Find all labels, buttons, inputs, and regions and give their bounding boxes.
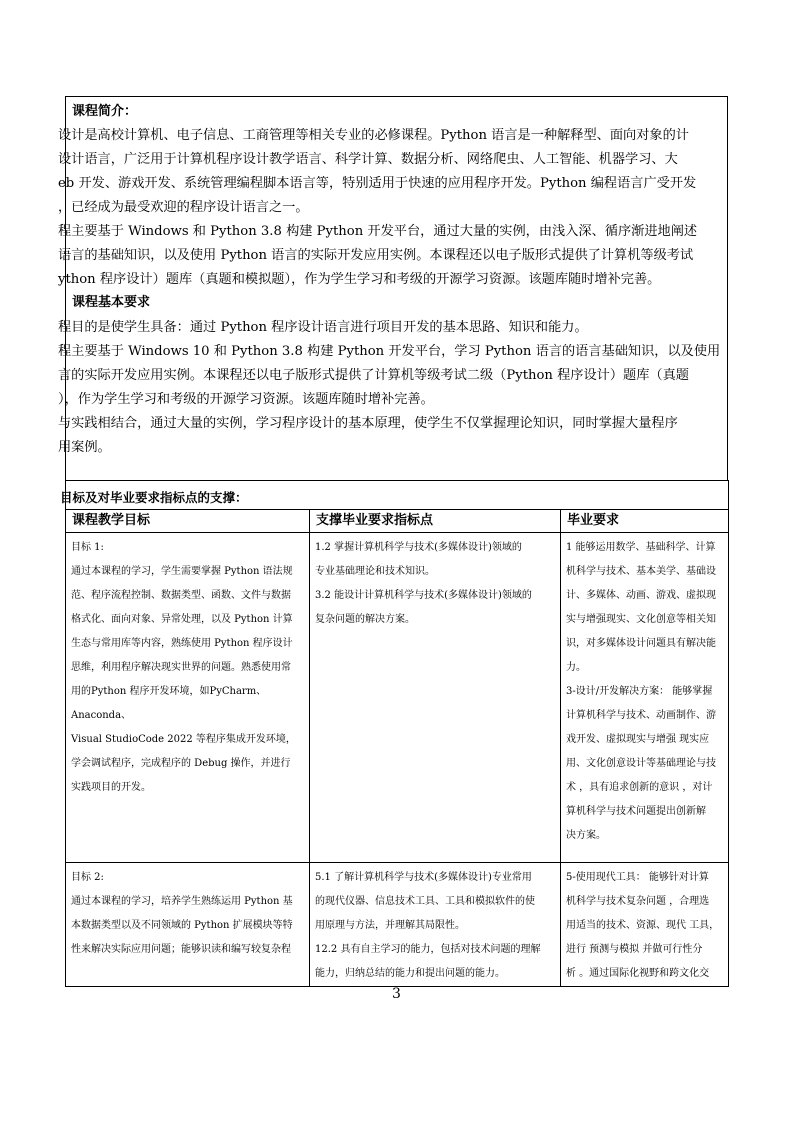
cell-line: 通过本课程的学习，学生需要掌握 Python 语法规: [71, 566, 293, 577]
requirements-line: 与实践相结合，通过大量的实例，学习程序设计的基本原理，使学生不仅掌握理论知识，同时掌握大量程序: [58, 416, 678, 431]
table-caption-row: [66, 481, 729, 510]
indicator-cell: [310, 533, 561, 863]
column-header: 毕业要求: [561, 510, 729, 533]
cell-line: 能力，归纳总结的能力和提出问题的能力。: [315, 968, 505, 979]
column-header: 支撑毕业要求指标点: [310, 510, 561, 533]
cell-line: 用、文化创意设计等基础理论与技: [566, 758, 716, 769]
cell-line: 通过本课程的学习，培养学生熟练运用 Python 基: [71, 896, 293, 907]
objectives-table: [60, 480, 729, 987]
intro-line: eb 开发、游戏开发、系统管理编程脚本语言等，特别适用于快速的应用程序开发。Python 编程语言广受开发: [58, 176, 697, 191]
requirements-heading: 课程基本要求: [72, 295, 151, 310]
cell-line: 进行 预测与模拟 并做可行性分: [566, 944, 703, 955]
cell-line: 算机科学与技术问题提出创新解: [566, 806, 706, 817]
cell-line: 1.2 掌握计算机科学与技术(多媒体设计)领域的: [315, 542, 522, 553]
cell-line: 12.2 具有自主学习的能力，包括对技术问题的理解: [315, 944, 541, 955]
cell-line: 本数据类型以及不同领域的 Python 扩展模块等特: [71, 920, 293, 931]
intro-heading: 课程简介：: [72, 104, 138, 119]
cell-line: 识，对多媒体设计问题具有解决能: [566, 638, 716, 649]
cell-line: 机科学与技术、基本美学、基础设: [566, 566, 716, 577]
cell-line: 决方案。: [566, 830, 606, 841]
objective-cell: [66, 863, 310, 987]
intro-line: ，已经成为最受欢迎的程序设计语言之一。: [58, 200, 309, 215]
table-row: [66, 863, 729, 987]
indicator-cell: [310, 863, 561, 987]
objective-cell: [66, 533, 310, 863]
cell-line: 复杂问题的解决方案。: [315, 614, 415, 625]
cell-line: 3.2 能设计计算机科学与技术(多媒体设计)领域的: [315, 590, 532, 601]
intro-line: 设计语言，广泛用于计算机程序设计教学语言、科学计算、数据分析、网络爬虫、人工智能、机器学习、大: [58, 152, 678, 167]
page-number: 3: [392, 986, 401, 1002]
cell-line: 的现代仪器、信息技术工具、工具和模拟软件的使: [315, 896, 535, 907]
cell-line: 专业基础理论和技术知识。: [315, 566, 435, 577]
cell-line: 3-设计/开发解决方案： 能够掌握: [566, 686, 713, 697]
cell-line: 用适当的技术、资源、现代 工具，: [566, 920, 720, 931]
cell-line: 思维，利用程序解决现实世界的问题。熟悉使用常: [71, 662, 291, 673]
cell-line: 5-使用现代工具： 能够针对计算: [566, 872, 709, 883]
cell-line: 计算机科学与技术、动画制作、游: [566, 710, 716, 721]
cell-line: 5.1 了解计算机科学与技术(多媒体设计)专业常用: [315, 872, 532, 883]
cell-line: Visual StudioCode 2022 等程序集成开发环境，: [71, 734, 296, 745]
requirements-line: 言的实际开发应用实例。本课程还以电子版形式提供了计算机等级考试二级（Python 程序设计）题库（真题: [58, 368, 689, 383]
table-header-row: [66, 510, 729, 533]
cell-line: 目标 2:: [71, 872, 104, 883]
intro-line: ython 程序设计）题库（真题和模拟题），作为学生学习和考级的开源学习资源。该题库随时增补完善。: [58, 272, 661, 287]
cell-line: 生态与常用库等内容，熟练使用 Python 程序设计: [71, 638, 293, 649]
requirements-line: 程主要基于 Windows 10 和 Python 3.8 构建 Python 开发平台，学习 Python 语言的语言基础知识，以及使用: [58, 344, 721, 359]
table-row: [66, 533, 729, 863]
cell-line: 术 ，具有追求创新的意识 ，对计: [566, 782, 713, 793]
requirement-cell: [561, 863, 729, 987]
cell-line: 计、多媒体、动画、游戏、虚拟现: [566, 590, 716, 601]
cell-line: 1 能够运用数学、基础科学、计算: [566, 542, 716, 553]
cell-line: 目标 1:: [71, 542, 104, 553]
cell-line: 实践项目的开发。: [71, 782, 151, 793]
cell-line: 实与增强现实、文化创意等相关知: [566, 614, 716, 625]
requirement-cell: [561, 533, 729, 863]
requirements-line: 程目的是使学生具备：通过 Python 程序设计语言进行项目开发的基本思路、知识和能力。: [58, 320, 588, 335]
intro-line: 设计是高校计算机、电子信息、工商管理等相关专业的必修课程。Python 语言是一种解释型、面向对象的计: [58, 128, 689, 143]
cell-line: 机科学与技术复杂问题 ，合理选: [566, 896, 710, 907]
intro-line: 语言的基础知识，以及使用 Python 语言的实际开发应用实例。本课程还以电子版形式提供了计算机等级考试: [58, 248, 694, 263]
cell-line: 范、程序流程控制、数据类型、函数、文件与数据: [71, 590, 291, 601]
table-caption: 目标及对毕业要求指标点的支撑：: [60, 490, 248, 505]
cell-line: 性来解决实际应用问题；能够识读和编写较复杂程: [71, 944, 291, 955]
column-header: 课程教学目标: [66, 510, 310, 533]
requirements-line: ），作为学生学习和考级的开源学习资源。该题库随时增补完善。: [58, 392, 434, 407]
cell-line: 用的Python 程序开发环境，如PyCharm、Anaconda、: [71, 686, 267, 721]
cell-line: 格式化、面向对象、异常处理，以及 Python 计算: [71, 614, 293, 625]
cell-line: 学会调试程序，完成程序的 Debug 操作，并进行: [71, 758, 291, 769]
cell-line: 用原理与方法，并理解其局限性。: [315, 920, 465, 931]
course-intro-section: [58, 96, 728, 480]
intro-line: 程主要基于 Windows 和 Python 3.8 构建 Python 开发平台，通过大量的实例，由浅入深、循序渐进地阐述: [58, 224, 698, 239]
cell-line: 析 。通过国际化视野和跨文化交: [566, 968, 710, 979]
requirements-line: 用案例。: [58, 440, 111, 455]
cell-line: 戏开发、虚拟现实与增强 现实应: [566, 734, 710, 745]
cell-line: 力。: [566, 662, 586, 673]
